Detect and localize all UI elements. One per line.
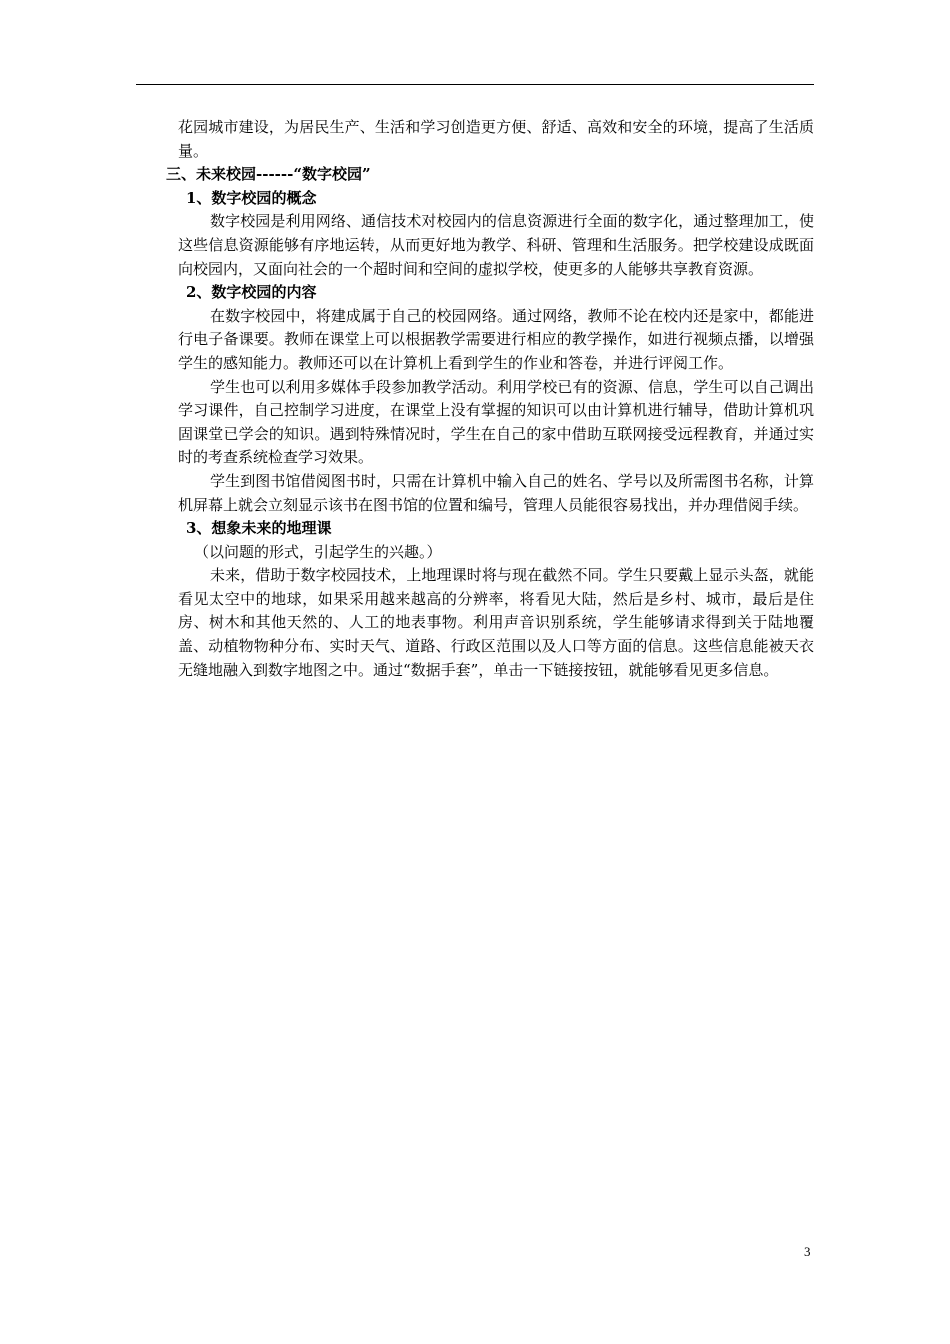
paragraph-content-students: 学生也可以利用多媒体手段参加教学活动。利用学校已有的资源、信息，学生可以自己调出学习课件，自己控制学习进度，在课堂上没有掌握的知识可以由计算机进行辅导，借助计算机巩固课堂已学会的知识。遇到特殊情况时，学生在自己的家中借助互联网接受远程教育，并通过实时的考查系统检查学习效果。: [178, 377, 814, 467]
teaching-note: （以问题的形式，引起学生的兴趣。）: [194, 542, 442, 561]
subsection-heading-content: 2、数字校园的内容: [186, 283, 317, 302]
paragraph-geography: 未来，借助于数字校园技术，上地理课时将与现在截然不同。学生只要戴上显示头盔，就能看见太空中的地球，如果采用越来越高的分辨率，将看见大陆，然后是乡村、城市，最后是住房、树木和其他天然的、人工的地表事物。利用声音识别系统，学生能够请求得到关于陆地覆盖、动植物物种分布、实时天气、道路、行政区范围以及人口等方面的信息。这些信息能被天衣无缝地融入到数字地图之中。通过“数据手套”，单击一下链接按钮，就能够看见更多信息。: [178, 566, 814, 679]
subsection-heading-concept: 1、数字校园的概念: [186, 188, 317, 207]
document-body: [166, 116, 814, 682]
header-rule: [136, 84, 814, 85]
paragraph-continuation: 花园城市建设，为居民生产、生活和学习创造更方便、舒适、高效和安全的环境，提高了生活质量。: [178, 118, 814, 160]
subsection-heading-geography: 3、想象未来的地理课: [186, 519, 332, 538]
page-number: 3: [804, 1244, 811, 1259]
paragraph-content-teachers: 在数字校园中，将建成属于自己的校园网络。通过网络，教师不论在校内还是家中，都能进行电子备课要。教师在课堂上可以根据教学需要进行相应的教学操作，如进行视频点播，以增强学生的感知能力。教师还可以在计算机上看到学生的作业和答卷，并进行评阅工作。: [178, 306, 814, 372]
paragraph-concept: 数字校园是利用网络、通信技术对校园内的信息资源进行全面的数字化，通过整理加工，使这些信息资源能够有序地运转，从而更好地为教学、科研、管理和生活服务。把学校建设成既面向校园内，又面向社会的一个超时间和空间的虚拟学校，使更多的人能够共享教育资源。: [178, 212, 814, 278]
section-heading: 三、未来校园------“数字校园”: [166, 165, 371, 184]
paragraph-content-library: 学生到图书馆借阅图书时，只需在计算机中输入自己的姓名、学号以及所需图书名称，计算机屏幕上就会立刻显示该书在图书馆的位置和编号，管理人员能很容易找出，并办理借阅手续。: [178, 471, 814, 514]
